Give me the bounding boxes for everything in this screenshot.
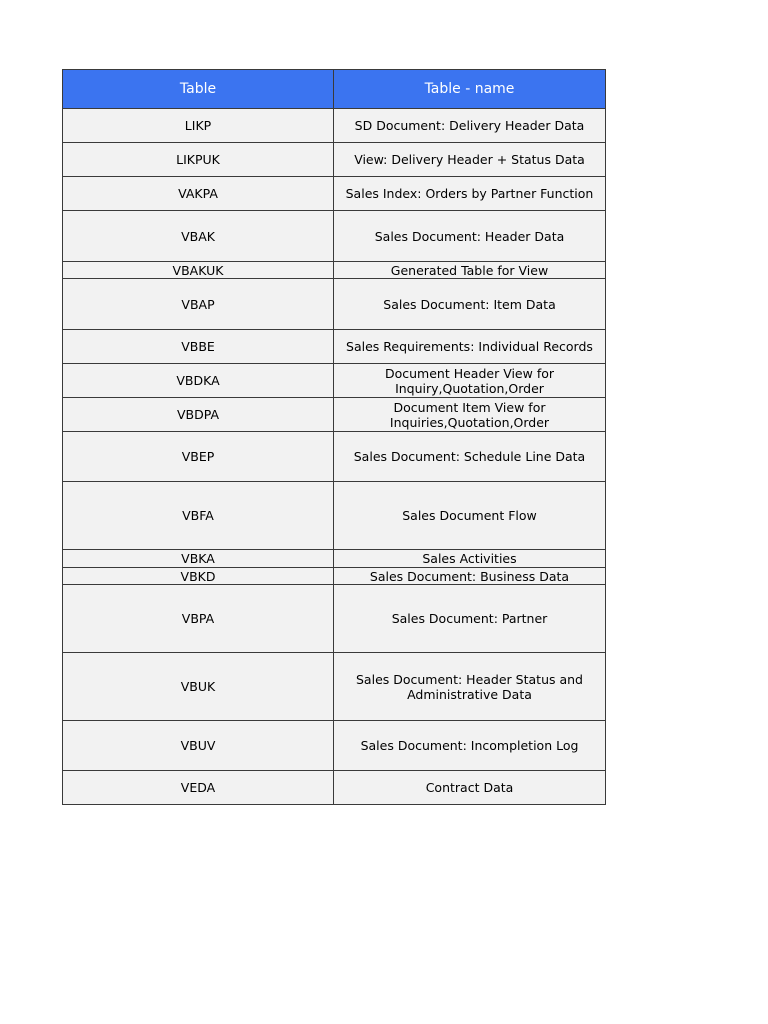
table-name-cell: SD Document: Delivery Header Data — [334, 109, 606, 143]
table-code-cell: VBDPA — [63, 398, 334, 432]
table-name-cell: Contract Data — [334, 771, 606, 805]
table-code-cell: VBKD — [63, 568, 334, 585]
table-row — [63, 177, 606, 211]
table-row — [63, 721, 606, 771]
table-code-cell: VEDA — [63, 771, 334, 805]
table-code-cell: VBEP — [63, 432, 334, 482]
table-row — [63, 568, 606, 585]
table-name-cell: Sales Document: Business Data — [334, 568, 606, 585]
table-name-cell: Sales Document Flow — [334, 482, 606, 550]
table-name-cell: Sales Document: Header Status and Administrative Data — [334, 653, 606, 721]
table-code-cell: VBAKUK — [63, 262, 334, 279]
table-name-cell: Sales Document: Incompletion Log — [334, 721, 606, 771]
table-name-cell: View: Delivery Header + Status Data — [334, 143, 606, 177]
table-code-cell: LIKPUK — [63, 143, 334, 177]
header-table: Table — [63, 70, 334, 109]
table-code-cell: VBAP — [63, 279, 334, 330]
table-name-cell: Sales Document: Schedule Line Data — [334, 432, 606, 482]
table-name-cell: Generated Table for View — [334, 262, 606, 279]
table-code-cell: VAKPA — [63, 177, 334, 211]
table-name-cell: Sales Document: Item Data — [334, 279, 606, 330]
table-row — [63, 398, 606, 432]
table-row — [63, 653, 606, 721]
table-name-cell: Document Item View for Inquiries,Quotation,Order — [334, 398, 606, 432]
table-row — [63, 143, 606, 177]
table-code-cell: VBDKA — [63, 364, 334, 398]
table-name-cell: Document Header View for Inquiry,Quotation,Order — [334, 364, 606, 398]
table-row — [63, 482, 606, 550]
table-name-cell: Sales Index: Orders by Partner Function — [334, 177, 606, 211]
table-code-cell: VBUV — [63, 721, 334, 771]
table-code-cell: VBUK — [63, 653, 334, 721]
table-name-cell: Sales Document: Header Data — [334, 211, 606, 262]
table-code-cell: VBKA — [63, 550, 334, 568]
header-table-name: Table - name — [334, 70, 606, 109]
table-row — [63, 109, 606, 143]
table-row — [63, 432, 606, 482]
table-row — [63, 550, 606, 568]
sap-tables-table — [62, 69, 606, 805]
table-name-cell: Sales Activities — [334, 550, 606, 568]
table-code-cell: LIKP — [63, 109, 334, 143]
header-row — [63, 70, 606, 109]
table-name-cell: Sales Document: Partner — [334, 585, 606, 653]
table-code-cell: VBPA — [63, 585, 334, 653]
table-code-cell: VBFA — [63, 482, 334, 550]
table-name-cell: Sales Requirements: Individual Records — [334, 330, 606, 364]
table-row — [63, 330, 606, 364]
table-code-cell: VBAK — [63, 211, 334, 262]
table-row — [63, 279, 606, 330]
table-row — [63, 771, 606, 805]
table-row — [63, 585, 606, 653]
table-code-cell: VBBE — [63, 330, 334, 364]
table-row — [63, 211, 606, 262]
table-row — [63, 364, 606, 398]
table-row — [63, 262, 606, 279]
